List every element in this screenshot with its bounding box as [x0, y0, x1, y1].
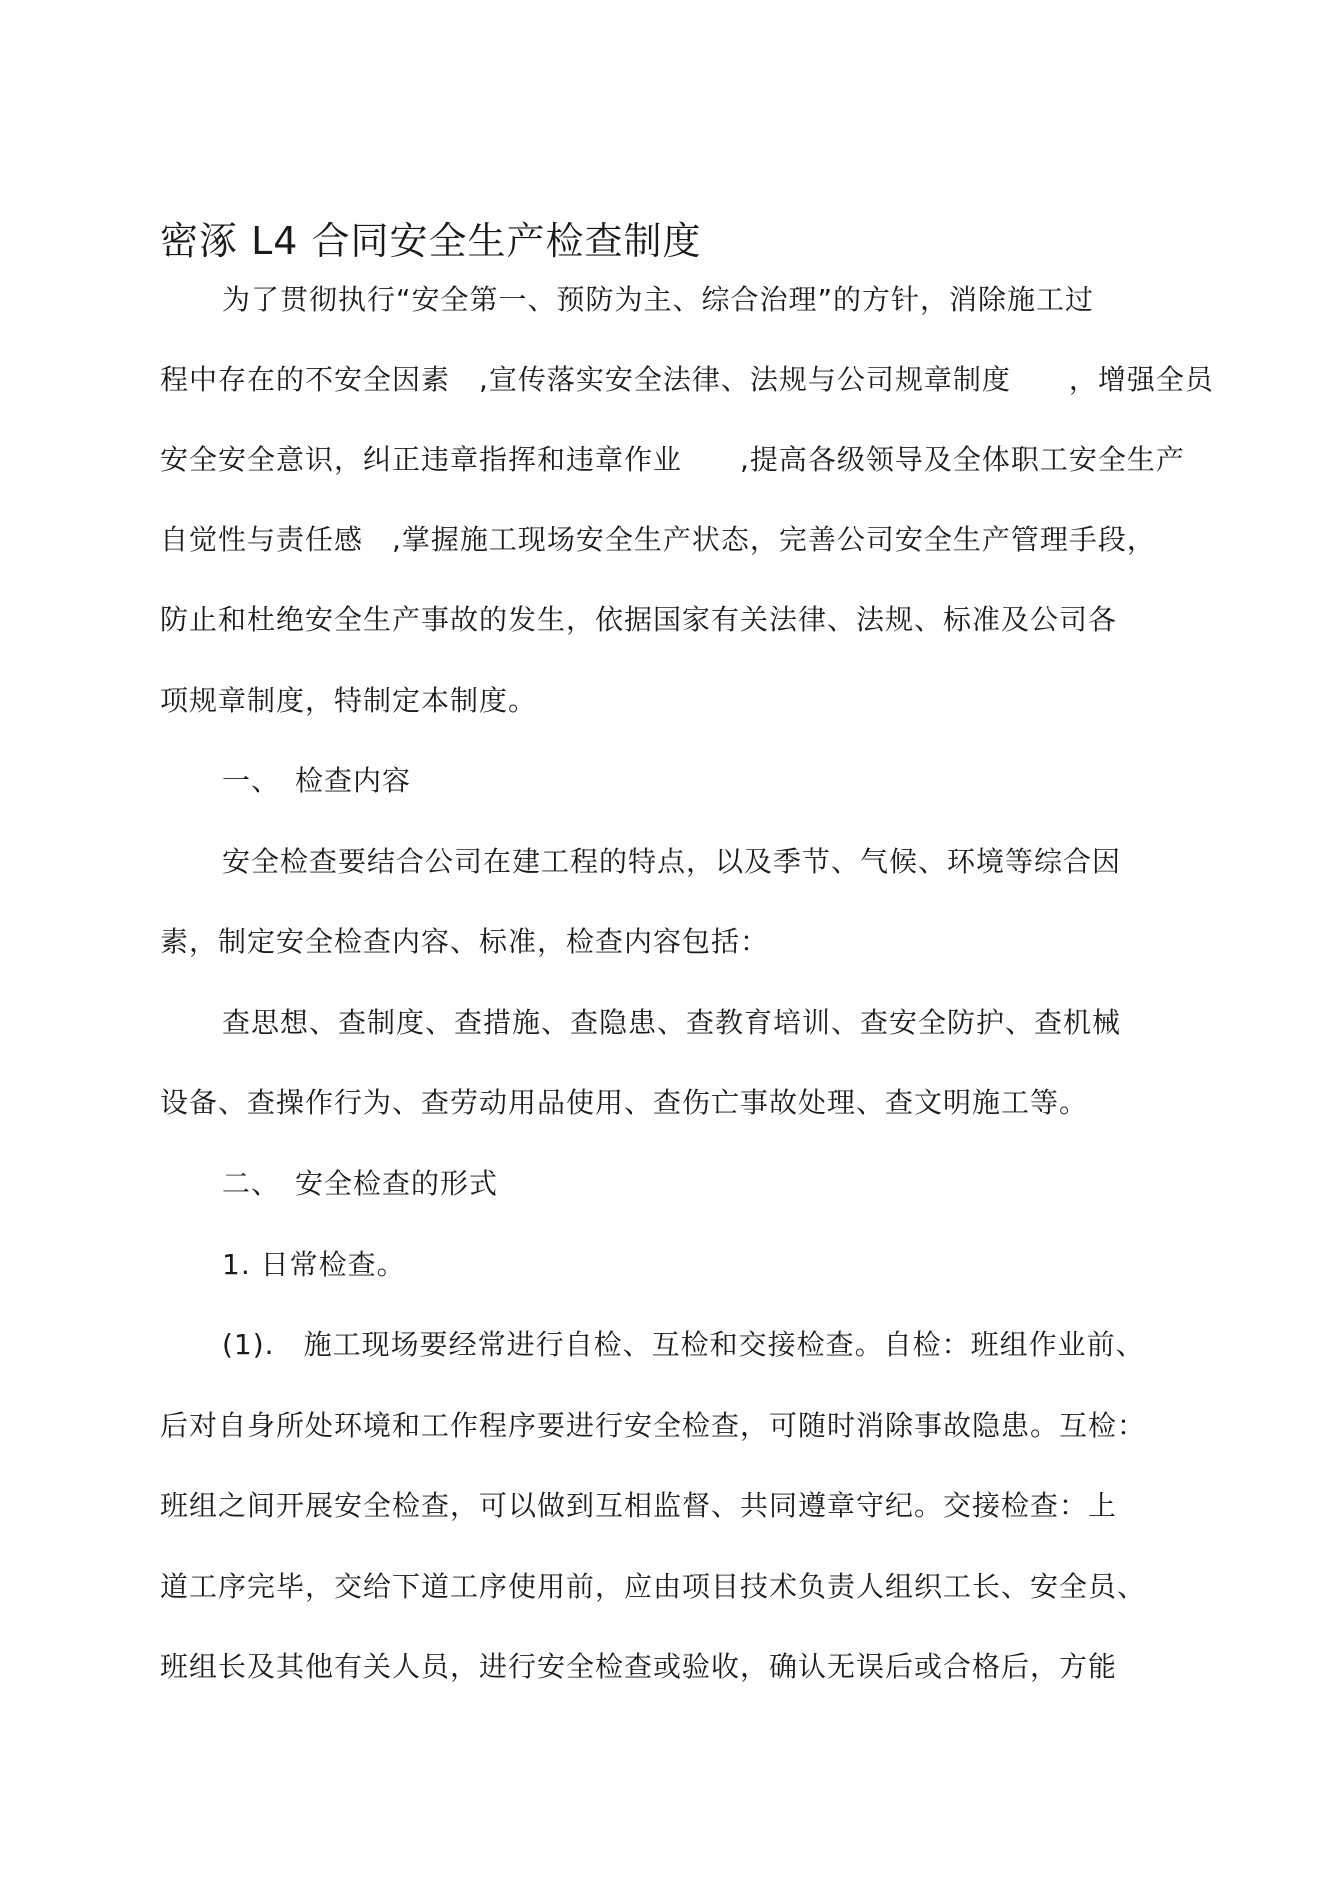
paragraph-line: (1). 施工现场要经常进行自检、互检和交接检查。自检：班组作业前、 — [222, 1328, 1145, 1361]
document-title: 密涿 L4 合同安全生产检查制度 — [160, 219, 702, 263]
paragraph-line: 安全安全意识，纠正违章指挥和违章作业 ,提高各级领导及全体职工安全生产 — [160, 443, 1185, 476]
paragraph-line: 查思想、查制度、查措施、查隐患、查教育培训、查安全防护、查机械 — [222, 1006, 1122, 1039]
paragraph-line: 素，制定安全检查内容、标准，检查内容包括： — [160, 925, 770, 958]
paragraph-line: 后对自身所处环境和工作程序要进行安全检查，可随时消除事故隐患。互检： — [160, 1409, 1147, 1442]
paragraph-line: 项规章制度，特制定本制度。 — [160, 684, 538, 717]
section-heading: 一、 检查内容 — [222, 764, 412, 797]
paragraph-line: 道工序完毕，交给下道工序使用前，应由项目技术负责人组织工长、安全员、 — [160, 1570, 1147, 1603]
paragraph-line: 班组之间开展安全检查，可以做到互相监督、共同遵章守纪。交接检查：上 — [160, 1489, 1118, 1522]
paragraph-line: 防止和杜绝安全生产事故的发生，依据国家有关法律、法规、标准及公司各 — [160, 603, 1118, 636]
paragraph-line: 自觉性与责任感 ,掌握施工现场安全生产状态，完善公司安全生产管理手段， — [160, 523, 1156, 556]
paragraph-line: 安全检查要结合公司在建工程的特点，以及季节、气候、环境等综合因 — [222, 845, 1122, 878]
paragraph-line: 班组长及其他有关人员，进行安全检查或验收，确认无误后或合格后，方能 — [160, 1650, 1118, 1683]
paragraph-line: 为了贯彻执行“安全第一、预防为主、综合治理”的方针，消除施工过 — [222, 283, 1095, 316]
subsection-heading: 1. 日常检查。 — [222, 1248, 406, 1281]
section-heading: 二、 安全检查的形式 — [222, 1167, 499, 1200]
paragraph-line: 程中存在的不安全因素 ,宣传落实安全法律、法规与公司规章制度 ，增强全员 — [160, 363, 1214, 396]
paragraph-line: 设备、查操作行为、查劳动用品使用、查伤亡事故处理、查文明施工等。 — [160, 1086, 1089, 1119]
